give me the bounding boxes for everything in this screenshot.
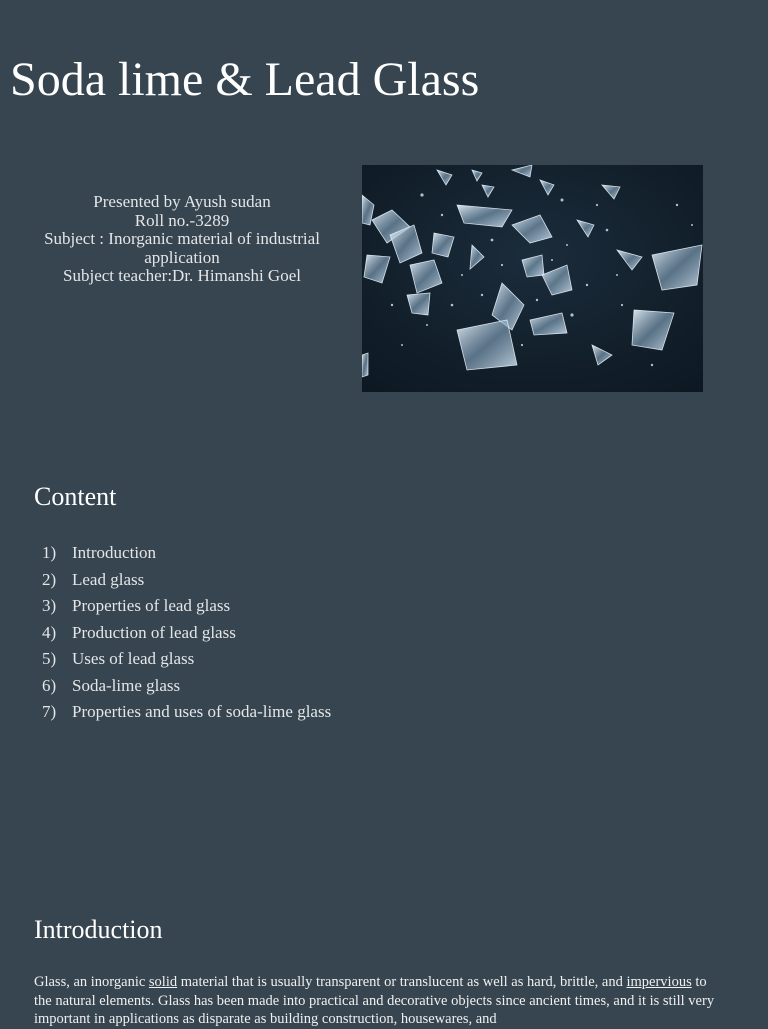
- list-item: [42, 673, 331, 700]
- slide-title: Soda lime & Lead Glass: [10, 53, 480, 106]
- list-item: [42, 699, 331, 726]
- presenter-name: Presented by Ayush sudan: [93, 192, 271, 211]
- list-item-number: 5): [42, 649, 57, 668]
- list-item-number: 4): [42, 622, 57, 642]
- list-item-number: 3): [42, 596, 57, 615]
- list-item: [42, 646, 331, 673]
- list-item-label: Properties of lead glass: [72, 596, 231, 615]
- intro-text-part: Glass, an inorganic: [34, 974, 149, 990]
- list-item-label: Uses of lead glass: [72, 649, 195, 668]
- list-item-label: Soda-lime glass: [72, 675, 181, 695]
- broken-glass-image: [362, 165, 703, 392]
- list-item: [42, 567, 331, 594]
- subject-line-continued: application: [144, 247, 220, 267]
- list-item-label: Introduction: [72, 543, 157, 562]
- list-item: [42, 620, 331, 647]
- list-item-number: 2): [42, 569, 57, 589]
- list-item-label: Lead glass: [72, 569, 145, 589]
- content-heading: Content: [34, 482, 117, 511]
- list-item-number: 6): [42, 675, 57, 695]
- intro-text-part: to the natural elements. Glass has been made into practical and decorative objects since ancient times, and it is still very important in applications as disparate as building construction, housewares, and: [34, 974, 715, 1027]
- impervious-link[interactable]: impervious: [626, 974, 692, 990]
- subject-teacher: Subject teacher:Dr. Himanshi Goel: [63, 266, 301, 285]
- roll-number: Roll no.-3289: [134, 210, 230, 230]
- list-item-label: Properties and uses of soda-lime glass: [72, 702, 332, 721]
- intro-text-part: material that is usually transparent or translucent as well as hard, brittle, and: [177, 974, 627, 990]
- list-item-number: 1): [42, 543, 57, 562]
- subject-line: Subject : Inorganic material of industrial: [44, 229, 320, 248]
- list-item-number: 7): [42, 702, 57, 721]
- introduction-heading: Introduction: [34, 915, 163, 944]
- list-item-label: Production of lead glass: [72, 622, 236, 642]
- introduction-paragraph: [34, 973, 724, 1029]
- list-item: [42, 593, 331, 620]
- list-item: [42, 540, 331, 567]
- solid-link[interactable]: solid: [148, 974, 178, 990]
- content-list: [42, 540, 331, 726]
- presenter-info: [20, 193, 344, 286]
